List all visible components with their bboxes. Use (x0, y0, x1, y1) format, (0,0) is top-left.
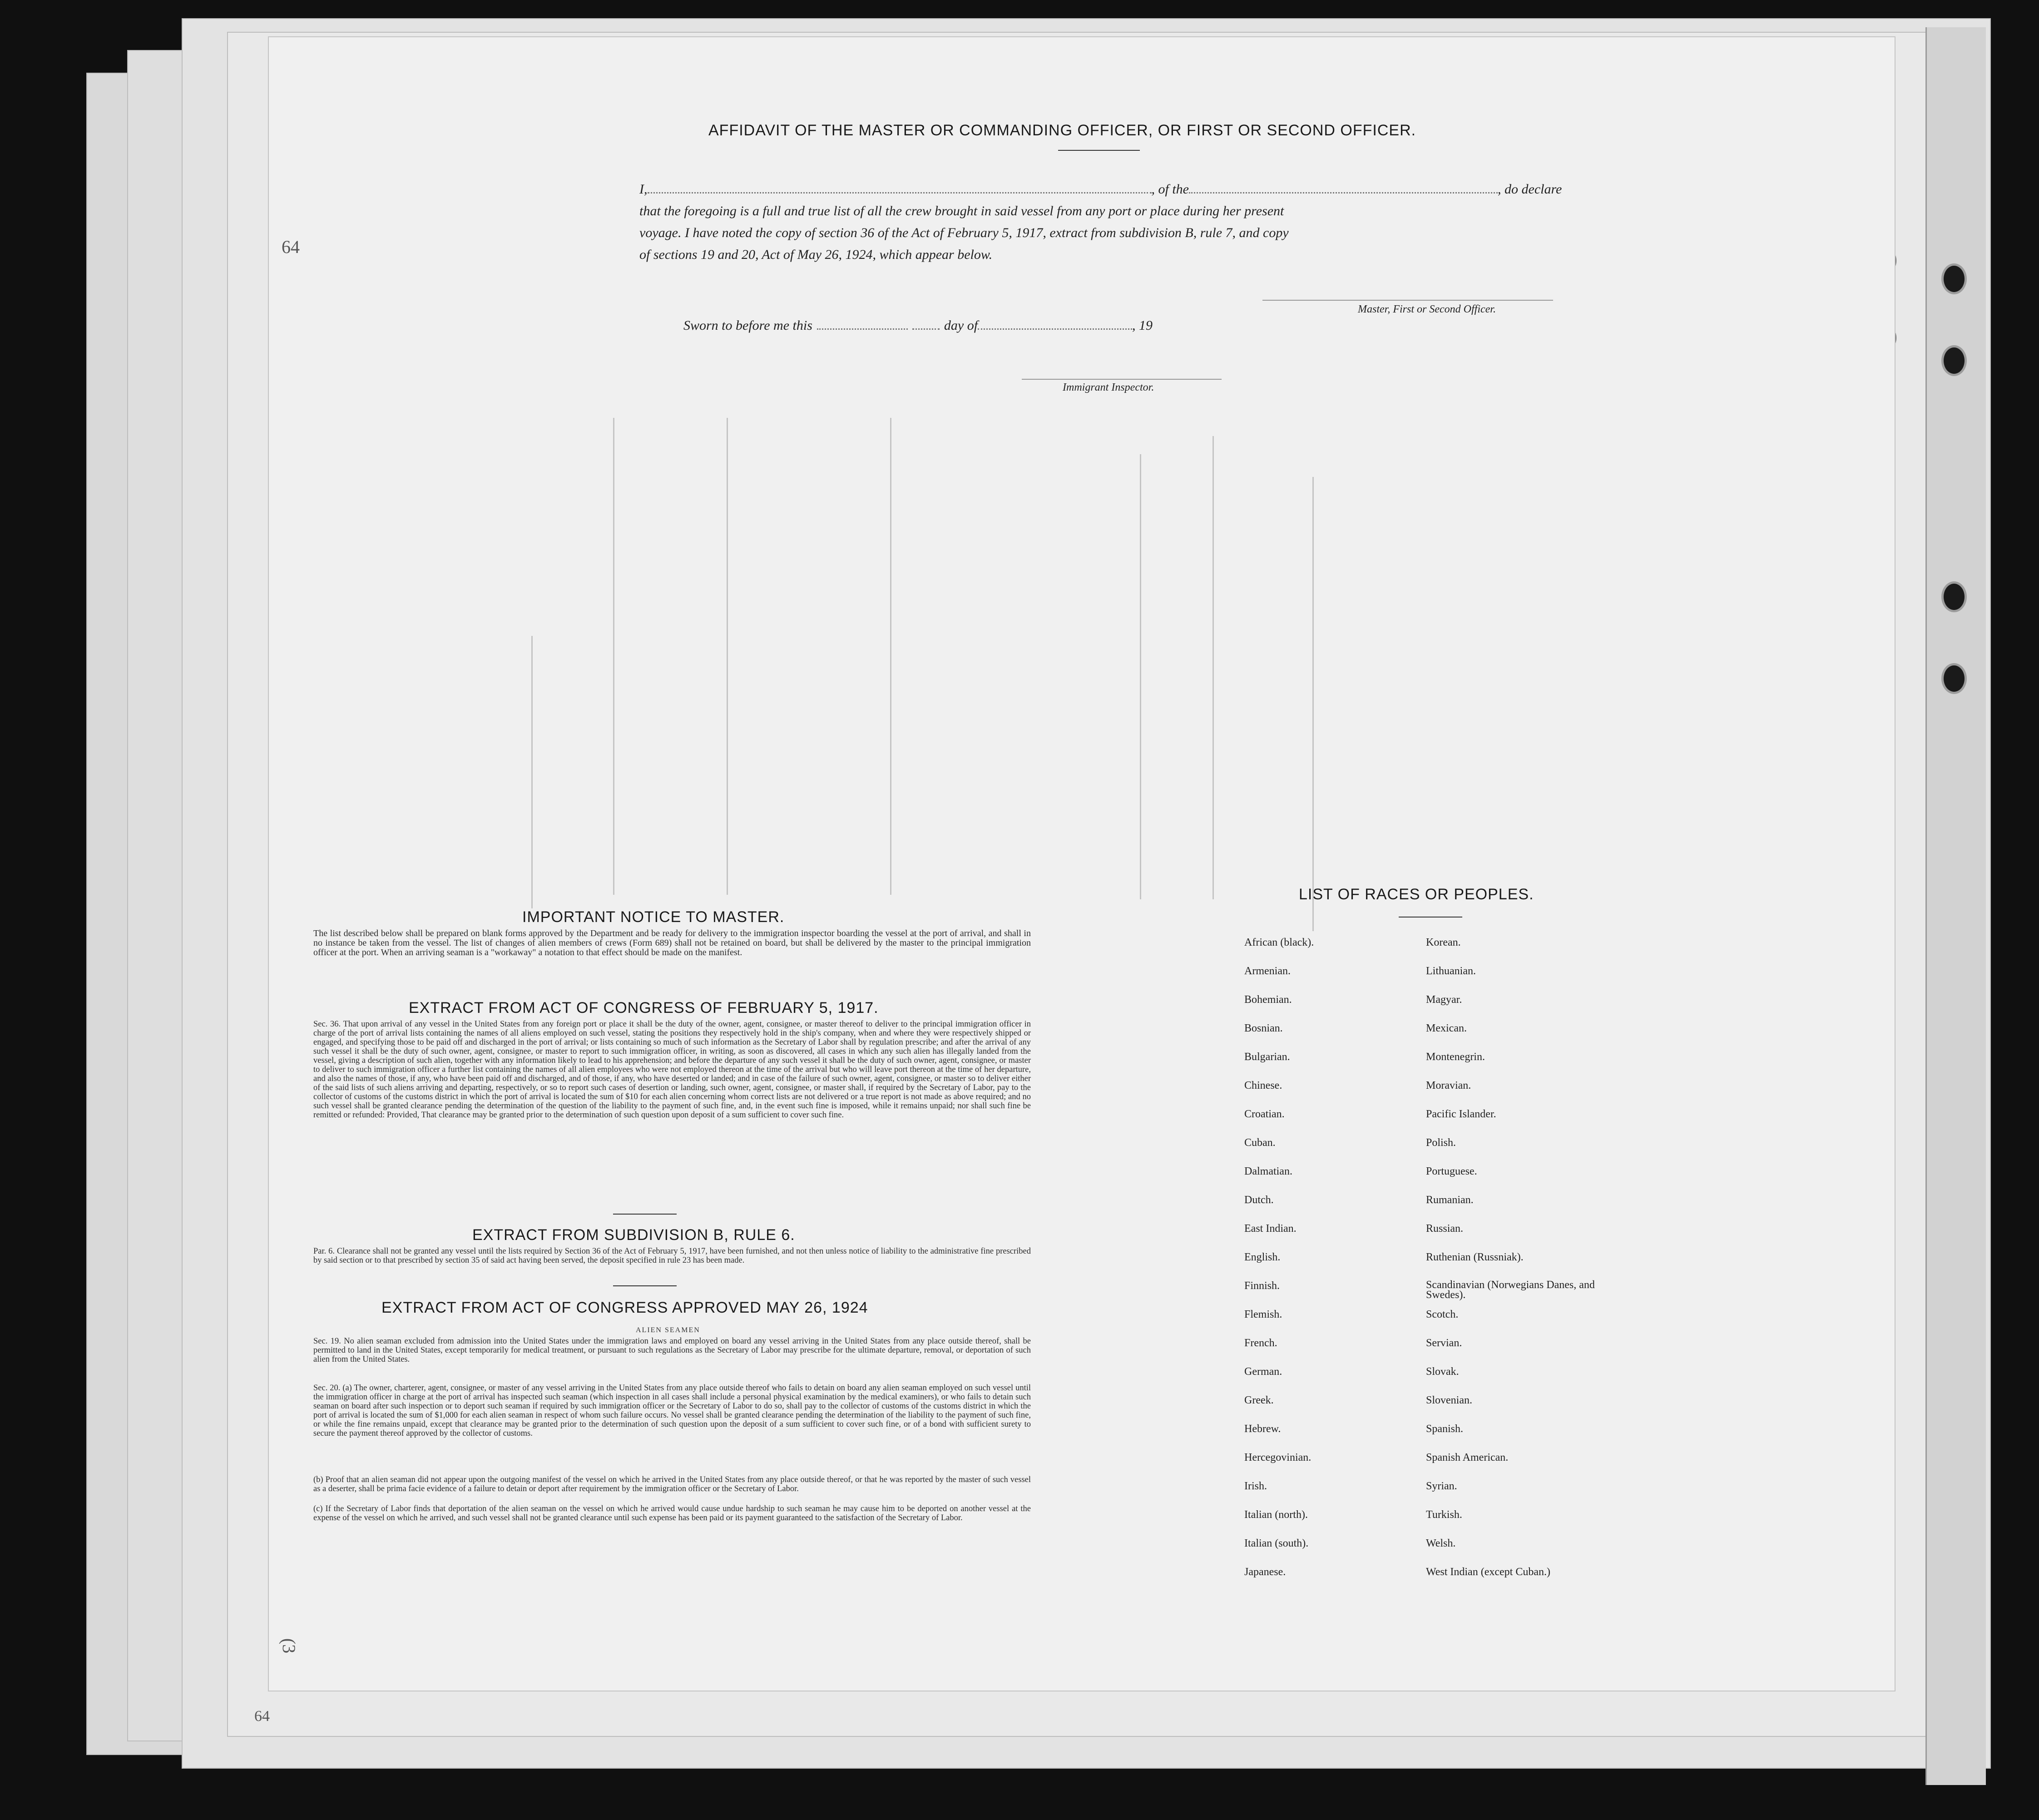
race-item: Greek. (1244, 1394, 1274, 1406)
signature-line (1262, 300, 1553, 301)
race-item: German. (1244, 1366, 1282, 1378)
extract-1917-title: EXTRACT FROM ACT OF CONGRESS OF FEBRUARY 5, 1917. (409, 999, 879, 1017)
race-item: East Indian. (1244, 1223, 1297, 1235)
race-item: Spanish American. (1426, 1452, 1509, 1463)
extract-1924-sec20b: (b) Proof that an alien seaman did not appear upon the outgoing manifest of the vessel on which he arrived in the United States from any place outside thereof, or that he was reported by the master of such vessel as a deserter, shall be prima facie evidence of a failure to detain or deport after requirement by the immigration officer or the Secretary of Labor. (313, 1475, 1031, 1493)
notice-title: IMPORTANT NOTICE TO MASTER. (522, 908, 785, 926)
ghost-column-line (890, 418, 891, 895)
race-item: Magyar. (1426, 994, 1462, 1006)
race-item: Hercegovinian. (1244, 1452, 1311, 1463)
declaration-line-1: I, , of the , do declare (639, 182, 1562, 197)
section-divider (613, 1214, 677, 1215)
race-item: Croatian. (1244, 1108, 1285, 1120)
race-item: Irish. (1244, 1480, 1267, 1492)
race-item: Japanese. (1244, 1566, 1286, 1578)
extract-1924-sec20a: Sec. 20. (a) The owner, charterer, agent, consignee, or master of any vessel arriving in the United States from any place outside thereof who fails to detain on board any alien seaman employed on such vessel until the immigration officer in charge at the port of arrival has inspected such seaman (which inspection in all cases shall include a personal physical examination by the medical examiners), or who fails to detain such seaman on board after such inspection or to deport such seaman if required by such immigration officer or the Secretary of Labor to do so, shall pay to the collector of customs of the customs district in which the port of arrival is located the sum of $1,000 for each alien seaman in respect of whom such failure occurs. No vessel shall be granted clearance pending the determination of the liability to the payment of such fine, or while the fine remains unpaid, except that clearance may be granted prior to the determination of such question upon the deposit of a sum sufficient to cover such fine, or of a bond with sufficient surety to secure the payment thereof approved by the collector of customs. (313, 1384, 1031, 1438)
race-item: West Indian (except Cuban.) (1426, 1566, 1550, 1578)
extract-1924-sec20c: (c) If the Secretary of Labor finds that deportation of the alien seaman on the vessel on which he arrived would cause undue hardship to such seaman he may cause him to be deported on another vessel at the expense of the vessel on which he arrived, and such vessel shall not be granted clearance until such expense has been paid or its payment guaranteed to the satisfaction of the Secretary of Labor. (313, 1504, 1031, 1522)
race-item: Servian. (1426, 1337, 1462, 1349)
race-item: Chinese. (1244, 1080, 1282, 1091)
race-item: Korean. (1426, 937, 1461, 948)
ghost-column-line (613, 418, 614, 895)
inspector-line (1022, 379, 1222, 380)
race-item: Ruthenian (Russniak). (1426, 1251, 1524, 1263)
affidavit-title: AFFIDAVIT OF THE MASTER OR COMMANDING OFFICER, OR FIRST OR SECOND OFFICER. (708, 122, 1416, 139)
race-item: Lithuanian. (1426, 965, 1476, 977)
race-item: Flemish. (1244, 1309, 1282, 1320)
ghost-column-line (727, 418, 728, 895)
race-item: Mexican. (1426, 1022, 1467, 1034)
affidavit-page (268, 36, 1895, 1691)
ghost-column-line (1213, 436, 1214, 899)
bottom-mark: 64 (254, 1708, 270, 1725)
extract-1924-subtitle: ALIEN SEAMEN (636, 1326, 700, 1334)
race-item: Armenian. (1244, 965, 1291, 977)
race-item: Polish. (1426, 1137, 1456, 1149)
race-item: Scotch. (1426, 1309, 1459, 1320)
race-item: Syrian. (1426, 1480, 1457, 1492)
binder-ring-icon (1941, 581, 1967, 612)
race-item: Italian (north). (1244, 1509, 1308, 1521)
declaration-line-4: of sections 19 and 20, Act of May 26, 1924, which appear below. (639, 247, 993, 262)
race-item: Moravian. (1426, 1080, 1471, 1091)
race-item: African (black). (1244, 937, 1314, 948)
corner-mark: (3 (279, 1638, 300, 1654)
race-item: Montenegrin. (1426, 1051, 1485, 1063)
extract-rule-title: EXTRACT FROM SUBDIVISION B, RULE 6. (472, 1226, 795, 1244)
race-item: Cuban. (1244, 1137, 1276, 1149)
race-item: Rumanian. (1426, 1194, 1474, 1206)
master-caption: Master, First or Second Officer. (1358, 303, 1496, 315)
race-item: Dalmatian. (1244, 1165, 1292, 1177)
extract-rule-text: Par. 6. Clearance shall not be granted any vessel until the lists required by Section 36 of the Act of February 5, 1917, have been furnished, and not then unless notice of liability to the administrative fine prescribed by said section or to that prescribed by section 35 of said act having been served, the deposit specified in rule 23 has been made. (313, 1247, 1031, 1265)
extract-1924-sec19: Sec. 19. No alien seaman excluded from admission into the United States under the immigration laws and employed on board any vessel arriving in the United States from any place outside thereof, shall be permitted to land in the United States, except temporarily for medical treatment, or pursuant to such regulations as the Secretary of Labor may prescribe for the ultimate departure, removal, or deportation of such alien from the United States. (313, 1337, 1031, 1364)
race-item: Spanish. (1426, 1423, 1464, 1435)
declaration-line-3: voyage. I have noted the copy of section 36 of the Act of February 5, 1917, extract from subdivision B, rule 7, and copy (639, 225, 1289, 240)
ghost-column-line (1312, 477, 1314, 931)
race-item: Pacific Islander. (1426, 1108, 1496, 1120)
notice-text: The list described below shall be prepared on blank forms approved by the Department and be ready for delivery to the immigration inspector boarding the vessel at the port of arrival, and shall in no instance be taken from the vessel. The list of changes of alien members of crews (Form 689) shall not be retained on board, but shall be delivered by the master to the principal immigration officer at the port. When an arriving seaman is a "workaway" a notation to that effect should be made on the manifest. (313, 928, 1031, 957)
race-item: Hebrew. (1244, 1423, 1281, 1435)
binder-ring-icon (1941, 663, 1967, 694)
race-item: Bulgarian. (1244, 1051, 1290, 1063)
race-item: English. (1244, 1251, 1281, 1263)
race-item: Bosnian. (1244, 1022, 1283, 1034)
race-item: Welsh. (1426, 1537, 1456, 1549)
race-item: Russian. (1426, 1223, 1464, 1235)
title-underline (1058, 150, 1140, 151)
sworn-line: Sworn to before me this day of , 19 (683, 318, 1153, 333)
race-item: Slovenian. (1426, 1394, 1472, 1406)
section-divider (613, 1285, 677, 1286)
race-item: Turkish. (1426, 1509, 1462, 1521)
binder-ring-icon (1941, 345, 1967, 376)
races-title: LIST OF RACES OR PEOPLES. (1299, 886, 1534, 903)
race-item: Bohemian. (1244, 994, 1292, 1006)
race-item: Slovak. (1426, 1366, 1459, 1378)
declaration-line-2: that the foregoing is a full and true list of all the crew brought in said vessel from any port or place during her present (639, 203, 1284, 218)
extract-1924-title: EXTRACT FROM ACT OF CONGRESS APPROVED MAY 26, 1924 (381, 1299, 868, 1316)
race-item: Scandinavian (Norwegians Danes, and Swedes). (1426, 1279, 1595, 1301)
binder-ring-icon (1941, 263, 1967, 294)
ghost-column-line (531, 636, 533, 908)
margin-number: 64 (282, 237, 300, 257)
ghost-column-line (1140, 454, 1141, 899)
inspector-caption: Immigrant Inspector. (1063, 382, 1154, 393)
extract-1917-text: Sec. 36. That upon arrival of any vessel in the United States from any foreign port or place it shall be the duty of the owner, agent, consignee, or master thereof to deliver to the principal immigration officer in charge of the port of arrival lists containing the names of all aliens employed on such vessel, stating the positions they respectively hold in the ship's company, when and where they were respectively shipped or engaged, and specifying those to be paid off and discharged in the port of arrival; or lists containing so much of such information as the Secretary of Labor shall by regulation prescribe; and after the arrival of any such vessel it shall be the duty of such owner, agent, consignee, or master to report to such immigration officer, in writing, as soon as discovered, all cases in which any such alien has illegally landed from the vessel, giving a description of such alien, together with any information likely to lead to his apprehension; and before the departure of any such vessel it shall be the duty of such owner, agent, consignee, or master to deliver to such immigration officer a further list containing the names of all alien employees who were not employed thereon at the time of the arrival but who will leave port thereon at the time of her departure, and also the names of those, if any, who have been paid off and discharged, and of those, if any, who have deserted or landed; and in case of the failure of such owner, agent, consignee, or master so to deliver either of the said lists of such aliens arriving and departing, respectively, or so to report such cases of desertion or landing, such owner, agent, consignee, or master shall, if required by the Secretary of Labor, pay to the collector of customs of the customs district in which the port of arrival is located the sum of $10 for each alien concerning whom correct lists are not delivered or a true report is not made as above required; and no such vessel shall be granted clearance pending the determination of the question of the liability to the payment of such fine, and, in the event such fine is imposed, while it remains unpaid; nor shall such fine be remitted or refunded: Provided, That clearance may be granted prior to the determination of such question upon deposit of a sum sufficient to cover such fine. (313, 1020, 1031, 1120)
race-item: Finnish. (1244, 1280, 1280, 1292)
race-item: Dutch. (1244, 1194, 1274, 1206)
race-item: Portuguese. (1426, 1165, 1477, 1177)
race-item: French. (1244, 1337, 1277, 1349)
race-item: Italian (south). (1244, 1537, 1309, 1549)
